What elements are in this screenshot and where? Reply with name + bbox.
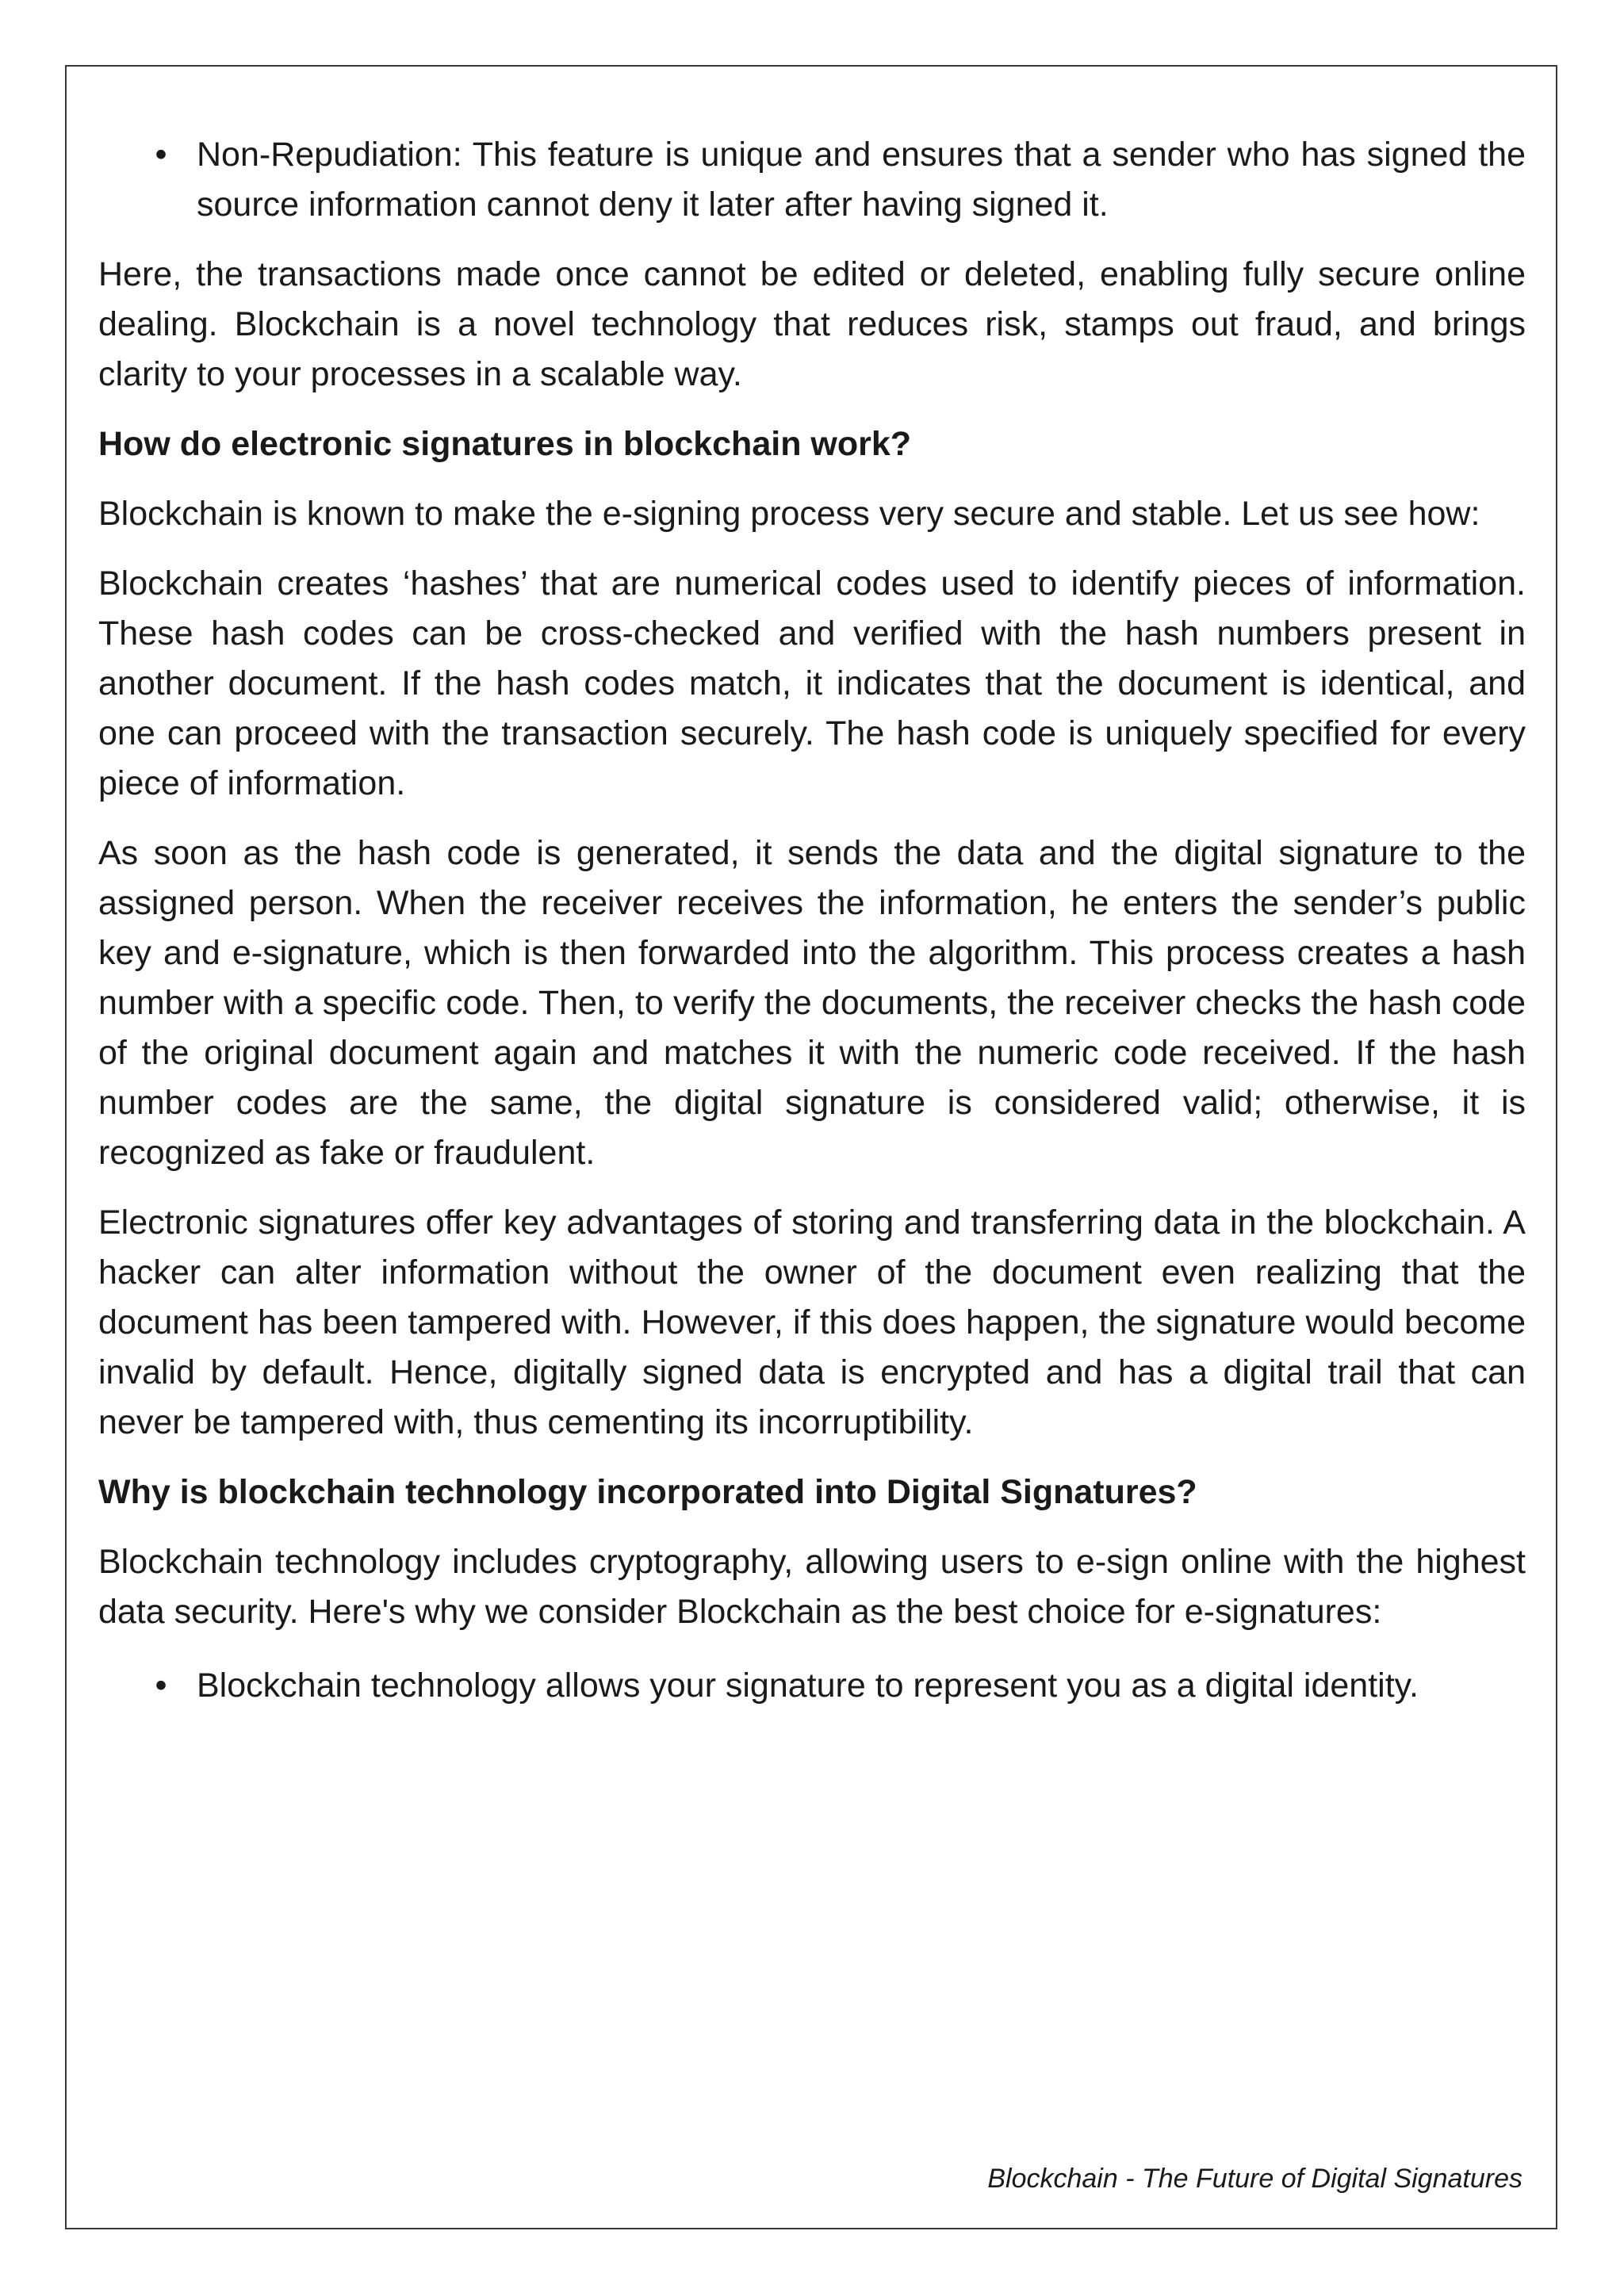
paragraph-advantages: Electronic signatures offer key advantages of storing and transferring data in the blockchain. A hacker can alter information without the owner of the document even realizing that the document has been tampered with. However, if this does happen, the signature would become invalid by default. Hence, digitally signed data is encrypted and has a digital trail that can never be tampered with, thus cementing its incorruptibility. [98, 1203, 1526, 1441]
bullet-dot-icon: • [155, 1667, 167, 1705]
heading-how-signatures-work: How do electronic signatures in blockchain work? [98, 425, 912, 463]
heading-why-blockchain: Why is blockchain technology incorporated into Digital Signatures? [98, 1473, 1197, 1511]
bullet-item-non-repudiation [98, 130, 1526, 230]
paragraph-hashes: Blockchain creates ‘hashes’ that are numerical codes used to identify pieces of information. These hash codes can be cross-checked and verified with the hash numbers present in another document. If the hash codes match, it indicates that the document is identical, and one can proceed with the transaction securely. The hash code is uniquely specified for every piece of information. [98, 564, 1526, 802]
paragraph-hash-process: As soon as the hash code is generated, it sends the data and the digital signature to the assigned person. When the receiver receives the information, he enters the sender’s public key and e-signature, which is then forwarded into the algorithm. This process creates a hash number with a specific code. Then, to verify the documents, the receiver checks the hash code of the original document again and matches it with the numeric code received. If the hash number codes are the same, the digital signature is considered valid; otherwise, it is recognized as fake or fraudulent. [98, 834, 1526, 1172]
bullet-text: Blockchain technology allows your signature to represent you as a digital identity. [197, 1667, 1419, 1705]
bullet-dot-icon: • [155, 136, 167, 174]
bullet-item-digital-identity [98, 1661, 1526, 1711]
paragraph-transactions: Here, the transactions made once cannot be edited or deleted, enabling fully secure online dealing. Blockchain is a novel technology that reduces risk, stamps out fraud, and brings clarity to your processes in a scalable way. [98, 255, 1526, 393]
document-body [98, 130, 1526, 1731]
page-footer: Blockchain - The Future of Digital Signatures [987, 2164, 1522, 2194]
paragraph-cryptography: Blockchain technology includes cryptography, allowing users to e-sign online with the highest data security. Here's why we consider Blockchain as the best choice for e-signatures: [98, 1543, 1526, 1631]
paragraph-intro-how: Blockchain is known to make the e-signing process very secure and stable. Let us see how: [98, 495, 1480, 533]
bullet-text: Non-Repudiation: This feature is unique and ensures that a sender who has signed the source information cannot deny it later after having signed it. [197, 136, 1526, 224]
